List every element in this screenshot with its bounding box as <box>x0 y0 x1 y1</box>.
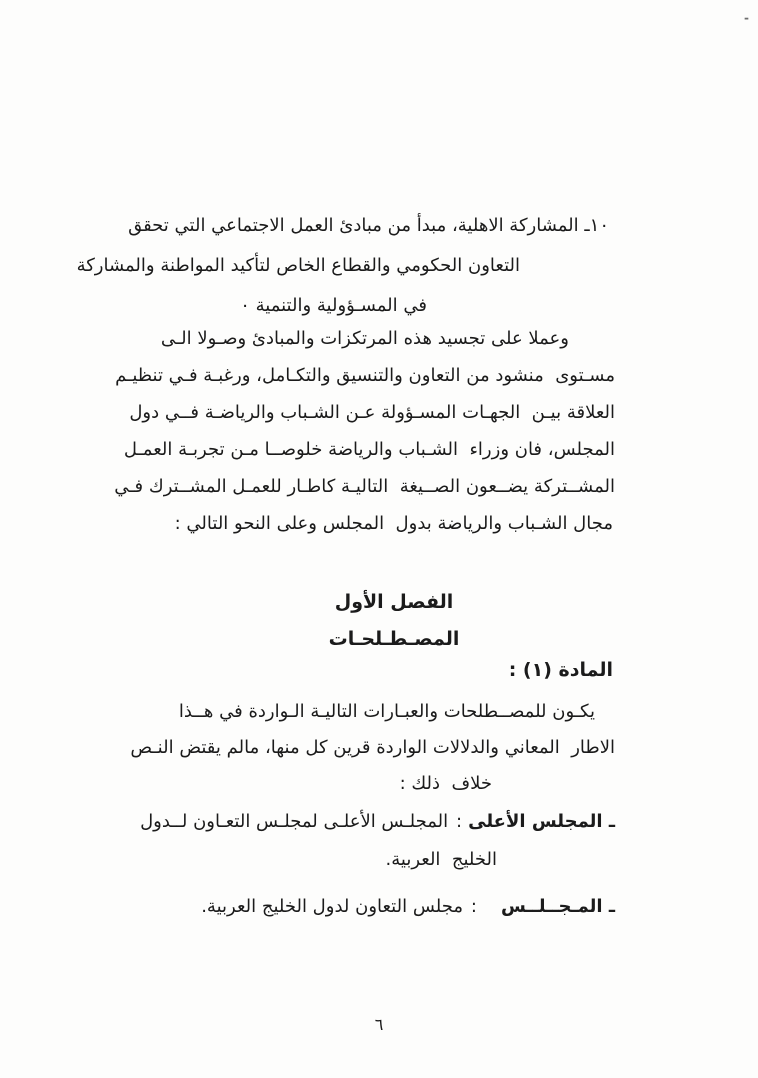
intro-paragraph <box>114 320 615 542</box>
article-1-heading: المادة (١) : <box>508 659 613 681</box>
clause-10-paragraph <box>76 206 615 326</box>
clause-10-line-1: ١٠ـ المشاركة الاهلية، مبدأ من مبادئ العمل الاجتماعي التي تحقق <box>128 215 609 236</box>
article-1-line-1: يكـون للمصــطلحات والعبـارات التاليـة الـواردة في هــذا <box>178 701 595 722</box>
page-number: ٦ <box>374 1015 384 1034</box>
clause-10-line-2: التعاون الحكومي والقطاع الخاص لتأكيد المواطنة والمشاركة <box>76 255 520 276</box>
chapter-subtitle: المصـطـلحـات <box>328 628 460 650</box>
definition-row-council <box>145 892 615 922</box>
intro-line-5: المشــتركة يضــعون الصــيغة التاليـة كاطـار للعمـل المشــترك فـي <box>114 476 615 497</box>
definition-colon: : <box>456 811 463 832</box>
intro-line-6: مجال الشـباب والرياضة بدول المجلس وعلى النحو التالي : <box>174 513 613 534</box>
definition-row-supreme-council <box>140 807 615 837</box>
corner-dash-mark: - <box>744 11 749 25</box>
article-1-body <box>130 694 615 802</box>
article-1-line-2: الاطار المعاني والدلالات الواردة قرين كل منها، مالم يقتض النـص <box>130 737 615 758</box>
definition-term: ـ المـجــلــس <box>501 896 615 917</box>
definition-text: مجلس التعاون لدول الخليج العربية. <box>201 896 463 917</box>
definition-term: ـ المجلس الأعلى <box>468 811 615 832</box>
chapter-heading-block <box>159 584 629 658</box>
intro-line-4: المجلس، فان وزراء الشـباب والرياضة خلوصــا مـن تجربـة العمـل <box>123 439 615 460</box>
intro-line-1: وعملا على تجسيد هذه المرتكزات والمبادئ وصـولا الـى <box>160 328 569 349</box>
intro-line-2: مسـتوى منشود من التعاون والتنسيق والتكـامل، ورغبـة فـي تنظيـم <box>115 365 615 386</box>
article-1-line-3: خلاف ذلك : <box>399 773 492 794</box>
clause-10-line-3: في المسـؤولية والتنمية ٠ <box>240 295 427 316</box>
definition-colon: : <box>470 896 477 917</box>
definitions-list <box>140 807 615 922</box>
intro-line-3: العلاقة بيـن الجهـات المسـؤولة عـن الشـباب والرياضـة فــي دول <box>129 402 615 423</box>
definition-text: المجلـس الأعلـى لمجلـس التعـاون لــدول <box>140 811 449 832</box>
chapter-title: الفصل الأول <box>334 591 454 613</box>
definition-text-continuation: الخليج العربية. <box>385 849 497 870</box>
